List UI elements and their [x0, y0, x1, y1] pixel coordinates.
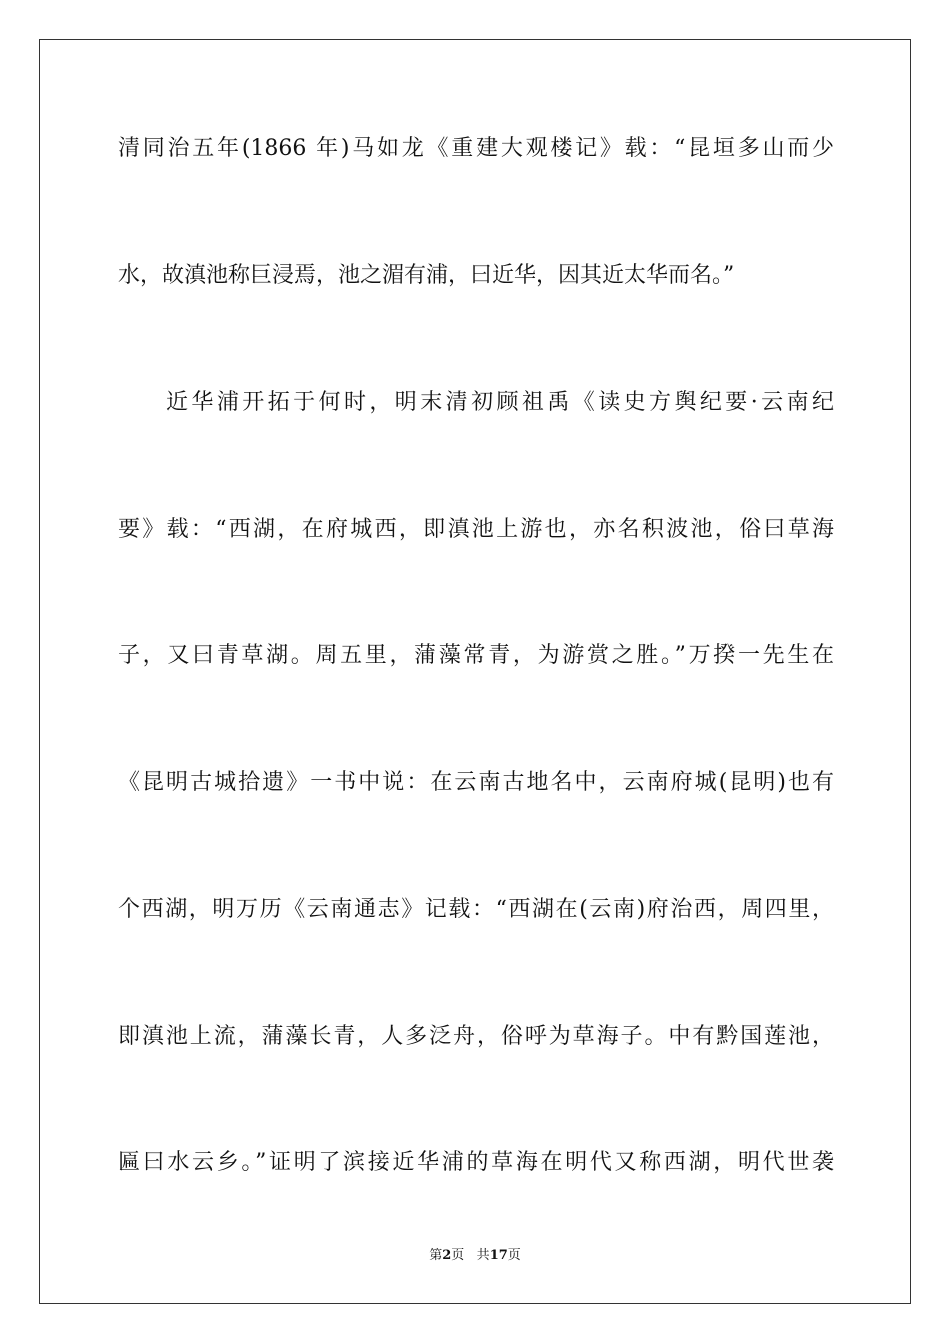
paragraph-line-8: 即滇池上流，蒲藻长青，人多泛舟，俗呼为草海子。中有黔国莲池， — [118, 1024, 834, 1049]
page-prefix: 第 — [429, 1248, 443, 1263]
paragraph-line-4: 要》载：“西湖，在府城西，即滇池上游也，亦名积波池，俗曰草海 — [118, 517, 834, 542]
paragraph-line-7: 个西湖，明万历《云南通志》记载：“西湖在(云南)府治西，周四里， — [118, 897, 834, 922]
paragraph-line-2: 水，故滇池称巨浸焉，池之湄有浦，曰近华，因其近太华而名。” — [118, 263, 735, 288]
total-suffix: 页 — [507, 1248, 521, 1263]
paragraph-line-9: 匾曰水云乡。”证明了滨接近华浦的草海在明代又称西湖，明代世袭 — [118, 1150, 834, 1175]
page-number: 2 — [442, 1248, 452, 1263]
paragraph-line-3: 近华浦开拓于何时，明末清初顾祖禹《读史方舆纪要·云南纪 — [166, 390, 834, 415]
paragraph-line-1: 清同治五年(1866 年)马如龙《重建大观楼记》载：“昆垣多山而少 — [118, 136, 834, 161]
page-suffix: 页 — [451, 1248, 465, 1263]
page-footer — [0, 1244, 950, 1263]
total-prefix: 共 — [476, 1248, 490, 1263]
paragraph-line-6: 《昆明古城拾遗》一书中说：在云南古地名中，云南府城(昆明)也有 — [118, 770, 834, 795]
page-border — [39, 39, 911, 1304]
paragraph-line-5: 子，又曰青草湖。周五里，蒲藻常青，为游赏之胜。”万揆一先生在 — [118, 643, 834, 668]
total-pages: 17 — [489, 1248, 508, 1263]
